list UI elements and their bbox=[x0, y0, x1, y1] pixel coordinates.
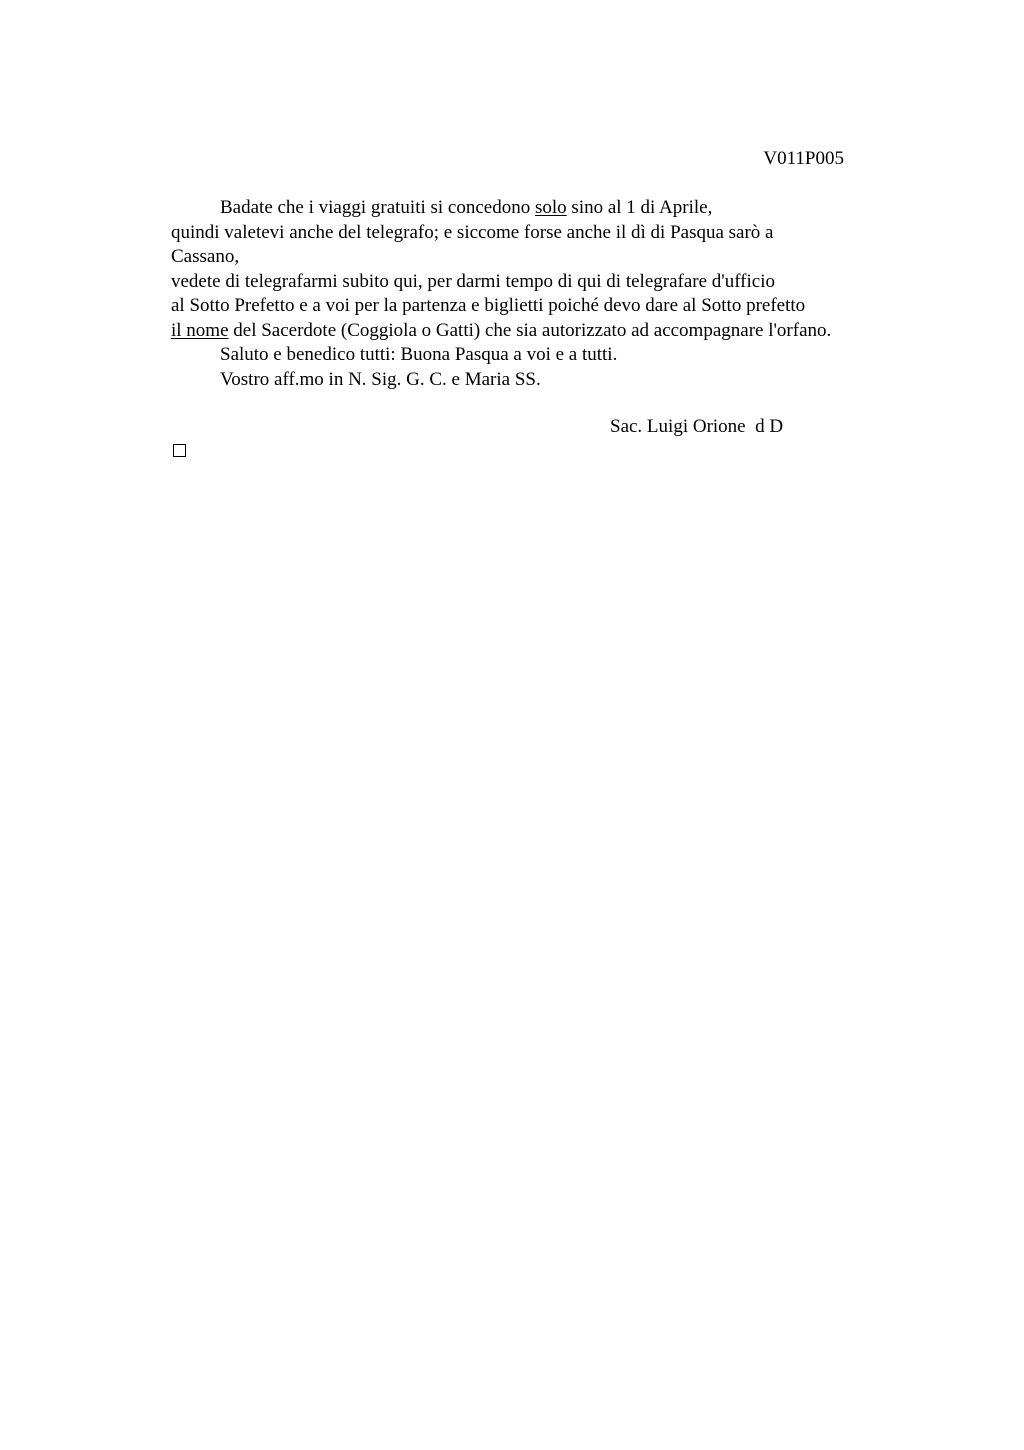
paragraph-1-line-6-end: del Sacerdote (Coggiola o Gatti) che sia autorizzato ad accompagnare l'orfano. bbox=[228, 319, 832, 341]
underlined-word-solo: solo bbox=[534, 197, 567, 218]
paragraph-1-line-3: Cassano, bbox=[171, 246, 240, 267]
paragraph-1-line-2: quindi valetevi anche del telegrafo; e siccome forse anche il dì di Pasqua sarò a bbox=[171, 221, 774, 243]
paragraph-1-line-1-end: sino al 1 di Aprile, bbox=[566, 197, 713, 218]
letter-body bbox=[171, 196, 901, 392]
paragraph-1-line-5: al Sotto Prefetto e a voi per la partenza e biglietti poiché devo dare al Sotto prefetto bbox=[171, 295, 806, 316]
underlined-phrase-il-nome: il nome bbox=[171, 319, 229, 341]
signature: Sac. Luigi Orione d D bbox=[610, 416, 784, 437]
paragraph-3: Vostro aff.mo in N. Sig. G. C. e Maria SS. bbox=[220, 368, 541, 390]
end-marker-box bbox=[173, 444, 186, 457]
paragraph-1-line-1-start: Badate che i viaggi gratuiti si concedono bbox=[220, 197, 535, 218]
paragraph-1-line-4: vedete di telegrafarmi subito qui, per darmi tempo di qui di telegrafare d'ufficio bbox=[171, 270, 776, 292]
paragraph-1-line-1 bbox=[171, 196, 901, 221]
reference-code: V011P005 bbox=[763, 148, 844, 169]
paragraph-2: Saluto e benedico tutti: Buona Pasqua a voi e a tutti. bbox=[220, 344, 618, 365]
paragraph-1-line-6 bbox=[171, 319, 901, 344]
